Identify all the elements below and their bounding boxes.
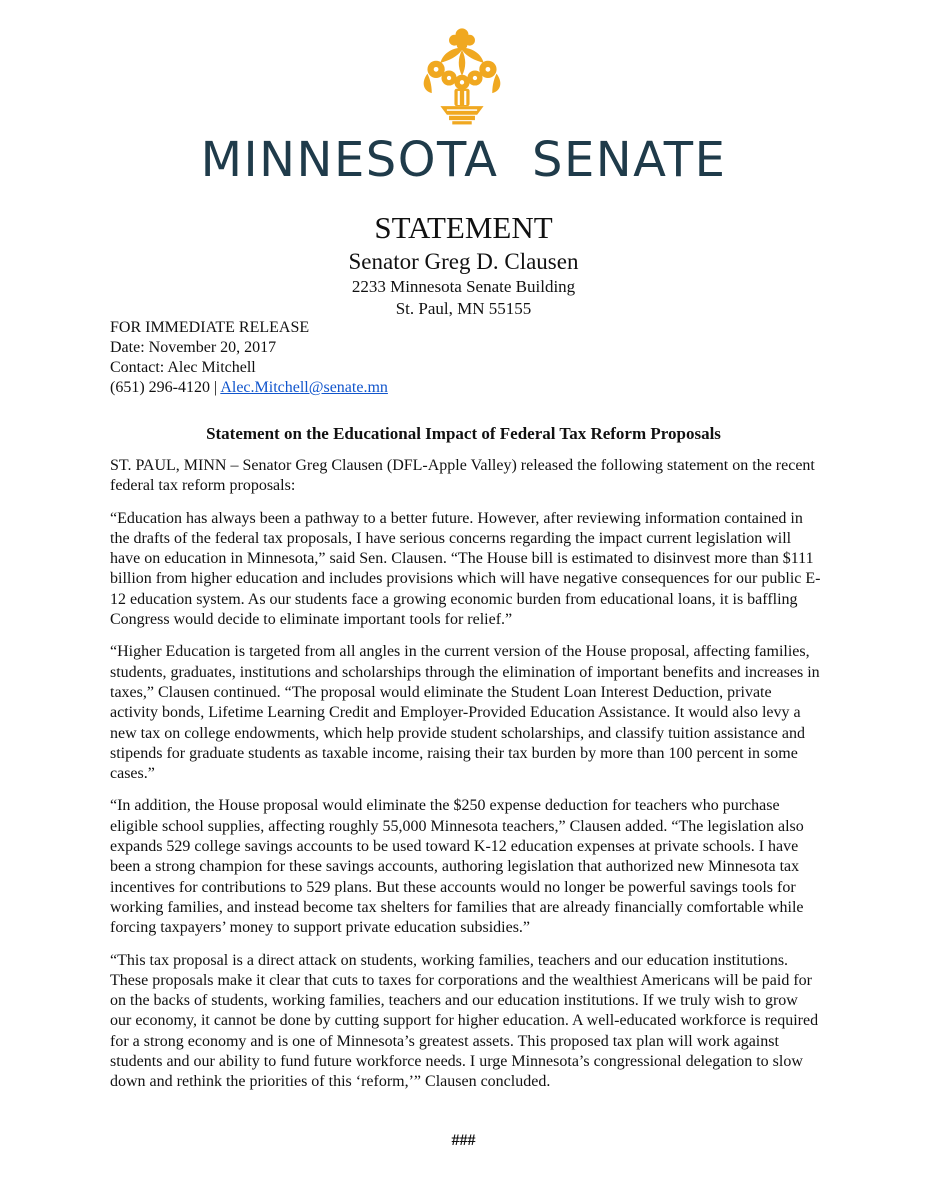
office-address-line-2: St. Paul, MN 55155	[395, 299, 532, 318]
body-paragraph: “Education has always been a pathway to a better future. However, after reviewing information contained in the drafts of the federal tax proposals, I have serious concerns regarding the impact current legislation will have on education in Minnesota,” said Sen. Clausen. “The House bill is estimated to disinvest more than $111 billion from higher education and includes provisions which will have negative consequences for our public E-12 education system. As our students face a growing economic burden from educational loans, it is baffling Congress would decide to eliminate important tools for relief.”	[110, 509, 821, 629]
contact-name: Contact: Alec Mitchell	[110, 359, 256, 376]
office-address-line-1: 2233 Minnesota Senate Building	[351, 277, 576, 296]
release-contact-block	[110, 318, 610, 398]
statement-headline: Statement on the Educational Impact of Federal Tax Reform Proposals	[206, 424, 721, 443]
body-paragraph: “In addition, the House proposal would eliminate the $250 expense deduction for teachers who purchase eligible school supplies, affecting roughly 55,000 Minnesota teachers,” Clausen added. “The legislation also expands 529 college savings accounts to be used toward K-12 education expenses at private schools. I have been a strong champion for these savings accounts, authoring legislation that authorized new Minnesota tax incentives for contributions to 529 plans. But these accounts would no longer be powerful savings tools for working families, and instead become tax shelters for families that are already financially comfortable while forcing taxpayers’ money to support private education subsidies.”	[110, 797, 804, 937]
senator-name: Senator Greg D. Clausen	[348, 249, 579, 274]
statement-body	[110, 456, 822, 1105]
contact-phone: (651) 296-4120 |	[110, 379, 221, 396]
body-paragraph: ST. PAUL, MINN – Senator Greg Clausen (DFL-Apple Valley) released the following statement on the recent federal tax reform proposals:	[110, 457, 815, 495]
contact-phone-line	[110, 378, 610, 398]
end-mark: ###	[451, 1132, 476, 1149]
body-paragraph: “Higher Education is targeted from all angles in the current version of the House proposal, affecting families, students, graduates, institutions and scholarships through the elimination of important benefits and increases in taxes,” Clausen continued. “The proposal would eliminate the Student Loan Interest Deduction, private activity bonds, Lifetime Learning Credit and Employer-Provided Education Assistance. It would also levy a new tax on college endowments, which help provide student scholarships, and classify tuition assistance and stipends for graduate students as taxable income, raising their tax burden by more than 100 percent in some cases.”	[110, 643, 820, 783]
statement-title: STATEMENT	[374, 210, 553, 245]
flower-bouquet-icon	[408, 24, 516, 132]
body-paragraph: “This tax proposal is a direct attack on students, working families, teachers and our education institutions. These proposals make it clear that cuts to taxes for corporations and the wealthiest Americans will be paid for on the backs of students, working families, teachers and our education institutions. If we truly wish to grow our economy, it cannot be done by cutting support for higher education. A well-educated workforce is required for a strong economy and is one of Minnesota’s greatest assets. This proposed tax plan will work against students and our ability to fund future workforce needs. I urge Minnesota’s congressional delegation to slow down and rethink the priorities of this ‘reform,’” Clausen concluded.	[110, 951, 819, 1091]
release-date: Date: November 20, 2017	[110, 339, 277, 356]
senate-wordmark: MINNESOTA SENATE	[200, 132, 727, 188]
contact-email-link[interactable]: Alec.Mitchell@senate.mn	[220, 379, 388, 396]
release-label: FOR IMMEDIATE RELEASE	[110, 319, 310, 336]
